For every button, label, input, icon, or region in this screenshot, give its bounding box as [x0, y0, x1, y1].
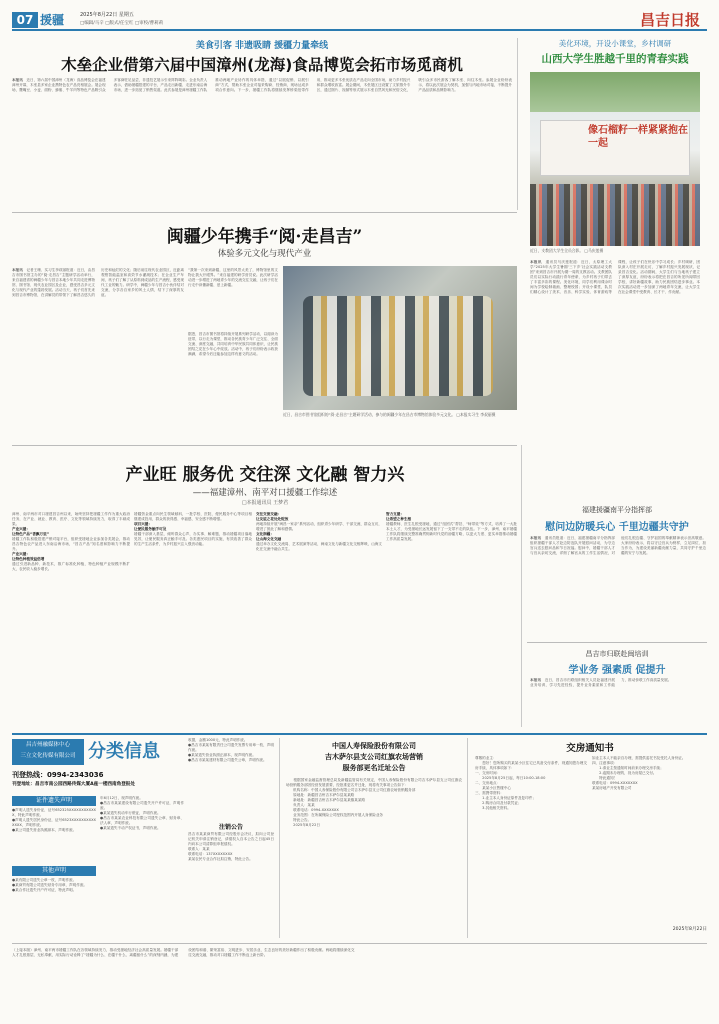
article2-body: 本报讯 通讯员马庆莲报道：近日，太原理工大学“2025年大学生暑期‘三下乡’社会实践活动支教团”来到昌吉市开展为期一周的支教活动。支教团队员们以实际行动践行青年使命，为乡村孩子们带去了丰富多彩的课程。美化环境，同学们利用课余时间为学校绘制墙画、整理校园；开设小课堂，队员们精心设计了美术、音乐、科学实验、体育游戏等课程，让孩子们在快乐中学习成长；乡村调研，团队深入村庄开展走访，了解乡村振兴发展现状，记录昌吉变化。活动期间，大学生们与当地孩子建立了深厚友谊，纷纷表示将把在昌吉的所见所闻带回学校，讲好新疆故事，助力民族团结进步事业。本次实践活动进一步加深了两地青年交流，让大学生在社会课堂中受教育、长才干、作贡献。	[530, 260, 700, 294]
handover-title: 交房通知书	[566, 743, 614, 754]
article3-subtitle: 体验多元文化与现代产业	[217, 249, 312, 259]
handover-body-left: 尊敬的业主： 您好！您所购买的某某小区住宅已具备交付条件，现通知您办理交房手续，具体事项如下： 一、交房时间： 2025年8月25日起，每日10:00-18:00 二、交房地点： 某某小区售楼中心 三、需携带资料： 1.业主本人身份证原件及复印件； 2.购房合同及付款凭证； 3.其他相关资料。	[475, 756, 587, 810]
classifieds-phone: 刊登热线：0994-2343036	[12, 771, 104, 779]
article3-body-mid2: 据悉，昌吉市图书馆将持续开展系列研学活动，以阅读为纽带，以行走为课堂，推动各民族青少年广泛交往、全面交流、深度交融，共同培育中华民族共同体意识，让民族团结之花在少年心中绽放。活动中，孩子们纷纷表示收获满满，希望今后还能参加这样有意义的活动。	[188, 332, 278, 356]
other-notice-header: 其他声明	[12, 866, 96, 876]
article5-kicker: 福建援疆南平分指挥部	[582, 506, 652, 514]
other-notice-body: ●某有限公司遗失公章一枚，声明作废。 ●某商贸有限公司遗失财务专用章，声明作废。 ●某合作社遗失开户许可证，特此声明。	[12, 878, 88, 892]
article4-col3: 交往交流交融： 让友谊之花处处绽放 两地持续开展“闽昌一家亲”系列活动，组织青少年研学、干部交流、群众互访，增进了彼此了解和感情。 文化润疆： 让山海文化交融 通过举办文化交流周、艺术展演等活动，闽南文化与新疆文化交相辉映，山海文化在交流中融合共生。	[256, 512, 382, 551]
column-divider-3	[279, 738, 280, 938]
header-rule	[12, 29, 707, 31]
column-divider	[517, 38, 518, 210]
article2-caption: 近日，支教团大学生全员合影。 □马庆莲摄	[530, 248, 604, 253]
article5-body: 本报讯 通讯员报道：近日，福建援疆南平分指挥部组织援疆干部人才赴边防连队开展慰问活动，为守边官兵送去慰问品和节日祝福。慰问中，援疆干部人才与官兵亲切交流，详细了解官兵的工作生活情况，对他们扎根边疆、守护祖国的奉献精神表示崇高敬意。大家纷纷表示，将以守边官兵为榜样，立足岗位、担当作为，为建设美丽新疆贡献力量，共同守护千里边疆的安宁与发展。	[530, 536, 706, 555]
page-number: 07	[12, 12, 38, 28]
footer-rule	[12, 943, 707, 944]
handover-date: 2025年8月22日	[672, 927, 707, 932]
article6-title: 学业务 强素质 促提升	[568, 665, 666, 676]
article3-body-left: 本报讯 记者王珊、实习生李叔丽报道：近日，由昌吉市图书馆主办的“阅·走昌吉”主题研学活动举行，来自福建省的闽疆少年与昌吉本地少年共同走进博物馆、图书馆、现代农业园区及企业，感受昌吉多元文化与现代产业的蓬勃发展。活动当天，孩子们首先来到昌吉市博物馆，在讲解员的带领下了解昌吉悠久的历史和灿烂的文化；随后前往现代农业园区，近距离观察智能温室和高效节水灌溉技术；在企业生产车间，孩子们了解了从原料到成品的生产流程，感受现代工业的魅力。研学中，闽疆少年与昌吉小伙伴结对交流，分享各自家乡的风土人情，结下了深厚的友谊。	[12, 268, 184, 297]
article3-caption: 近日，昌吉市图书馆组织的“阅·走昌吉”主题研学活动，参与的闽疆少年在昌吉市博物馆体验多元文化。 □本报实习生 李叔丽摄	[283, 412, 496, 417]
classifieds-center-box	[12, 739, 84, 765]
article4-col1: 漳州、南平两市对口援建昌吉州以来，始终坚持把援疆工作作为重大政治任务，在产业、就业、教育、医疗、文化等领域持续发力，取得了丰硕成果。 产业兴援： 让特色产品“香飘万里” 援疆工作队积极搭建产销对接平台，组织受援地企业参加各类展会，推动昌吉特色农产品进入东南沿海市场，“昌吉产品”知名度和影响力不断提升。 产业兴援： 让特色种植效益倍增 通过引进新品种、新技术，推广标准化种植，特色种植产业规模不断扩大，农民收入稳步增长。	[12, 512, 130, 571]
trees-shape	[530, 72, 700, 112]
classifieds-address: 刊登地址：昌吉市南公园西路传媒大厦A座一楼西南角登报处	[12, 782, 135, 787]
footer-continued-text: （上接本版）漳州、南平两市援疆工作队在各领域持续发力，推动受援地经济社会高质量发展。援疆干部人才扎根基层、无私奉献，用实际行动诠释了“援疆为什么、在疆干什么、离疆留什么”的深刻内涵，为建设团结和谐、繁荣富裕、文明进步、安居乐业、生态良好的美好新疆作出了积极贡献。两地将继续深化交往交流交融，推动对口援疆工作不断迈上新台阶。	[12, 948, 355, 957]
article2-title: 山西大学生胜越千里的青春实践	[541, 53, 689, 65]
article3-photo	[283, 266, 517, 410]
insurance-title-3: 服务部更名迁址公告	[342, 764, 406, 772]
center-line2: 三立文化传媒有限公司	[20, 753, 76, 759]
center-line1: 昌吉州融媒体中心	[25, 742, 70, 748]
classifieds-big-title: 分类信息	[88, 741, 160, 762]
article1-bottom-rule	[12, 212, 517, 213]
insurance-body: 根据国家金融监督管理总局及新疆监管局有关规定，中国人寿保险股份有限公司吉木萨尔县支公司红旗农场营销服务部因经营发展需要，经批准更名并迁址，现将有关事项公告如下： 机构名称：中国人寿保险股份有限公司吉木萨尔县支公司红旗农场营销服务部 原地址：新疆昌吉州吉木萨尔县某某路 新地址：新疆昌吉州吉木萨尔县某某镇某某路 负责人：某某 联系电话：0994-XXXXXXX 业务范围：在所属保险公司授权范围内开展人身保险业务 特此公告。 2025年8月22日	[286, 778, 462, 827]
column-divider-4	[467, 738, 468, 938]
article5-title: 慰问边防暖兵心 千里边疆共守护	[545, 522, 689, 533]
handover-body-right: 如业主本人不能亲自办理，需提供委托书及受托人身份证。 四、注意事项： 1.请业主按通知时间前来办理交房手续； 2.逾期未办理的，视为房屋已交付。 特此通知！ 联系电话：0994-XXXXXXX 某某房地产开发有限公司	[592, 756, 686, 790]
students-with-staff	[303, 296, 493, 396]
article5-bottom-rule	[527, 642, 707, 643]
column-divider-2	[521, 445, 522, 727]
article4-subtitle: ——福建漳州、南平对口援疆工作综述	[192, 488, 338, 498]
cancel-notice-body: 昌吉市某某商贸有限公司经股东会决议，拟向公司登记机关申请注销登记，请债权人自本公告之日起45日内向本公司清算组申报债权。 联系人：某某 联系电话：137XXXXXXXX 某某农民专业合作社拟注销，特此公告。	[188, 832, 274, 861]
article2-kicker: 美化环境，开设小课堂，乡村调研	[558, 39, 672, 48]
insurance-title-1: 中国人寿保险股份有限公司	[332, 742, 416, 750]
editors-line: □编辑/马辛 □版式/任宝红 □审校/曹莉莉	[80, 21, 164, 26]
article3-title: 闽疆少年携手“阅·走昌吉”	[166, 227, 363, 247]
article4-col4: 智力支援： 让希望之种生根 援疆教师、医生扎根受援地，通过“组团式”帮扶、“师带徒”等方式，培养了一大批本土人才，为受援地长远发展留下了一支带不走的队伍。下一步，漳州、南平援疆工作队将继续完整准确贯彻新时代党的治疆方略，以更大力度、更实举措推动援疆工作高质量发展。	[386, 512, 517, 541]
lost-id-header: 证件遗失声明	[12, 796, 96, 806]
section-title: 援疆	[40, 13, 65, 27]
article4-title: 产业旺 服务优 交往深 文化融 智力兴	[125, 465, 405, 485]
article1-body: 本报讯 近日，第六届中国漳州（龙海）食品博览会在福建漳州开幕，木垒县多家企业携特色农产品亮相展会。展会现场，鹰嘴豆、小麦、面粉、蜂蜜、牛羊肉等特色产品吸引众多客商驻足品尝，非遗技艺展示引来阵阵喝彩。企业负责人表示，借助援疆搭建的平台，产品走出新疆、走进东南沿海市场，进一步拓宽了销售渠道。此次参展是漳州援疆工作队推动两地产业协作的具体举措，通过“以展促销、以展引商”方式，帮助木垒企业对接采购商、经销商，现场达成多项合作意向。下一步，援疆工作队将继续发挥桥梁纽带作用，推动更多木垒优质农产品走向全国市场，助力乡村振兴和群众增收致富。展会期间，木垒展区还设置了文旅推介专区，通过图片、视频等形式展示木垒自然风光和民俗文化，吸引众多市民游客了解木垒、向往木垒。参展企业纷纷表示，将以此次展会为契机，加强与内地市场对接，不断提升产品品质和品牌影响力。	[12, 78, 512, 92]
cancel-notice-header: 注销公告	[218, 824, 243, 831]
insurance-title-2: 吉木萨尔县支公司红旗农场营销	[325, 753, 423, 761]
lost-id-body: ●声明人遗失身份证，证号652325XXXXXXXXXXXX，特此声明作废。 ●声明人遗失居民身份证，证号6523XXXXXXXXXXXXXX，声明作废。 ●某公司遗失营业执照副本，声明作废。	[12, 808, 96, 832]
newspaper-logo: 昌吉日报	[640, 11, 701, 29]
article3-body-mid: “我第一次来到新疆，这里的风景太美了，博物馆里的文物让我大开眼界。”来自福建的研学营员说。此次研学活动进一步增进了两地青少年的交流交往交融，让孩子们在行走中读懂新疆、爱上新疆。	[188, 268, 278, 287]
article4-byline: □本报通讯员 王梦君	[241, 500, 289, 506]
article4-col2: 援疆资金重点向民生领域倾斜，一批学校、医院、便民服务中心等项目相继建成投用，群众的获得感、幸福感、安全感不断增强。 项目兴援： 让便民服务触手可及 援疆干部深入基层，倾听群众心声，办实事、解难题，推动援疆项目落地见效，让便民服务真正触手可及。各类惠民项目的实施，有效改善了群众的生产生活条件，为乡村振兴注入强劲动能。	[134, 512, 252, 546]
article1-kicker: 美食引客 非遗吸睛 援疆力量牵线	[195, 41, 329, 51]
classifieds-col3-top: 收据，金额1000元，特此声明作废。 ●昌吉市某某有限责任公司遗失发票专用章一枚，声明作废。 ●某某遗失营业执照正副本，现声明作废。 ●昌吉市某某建材有限公司遗失公章，声明作废。	[188, 738, 274, 762]
bottom-section-rule	[12, 733, 707, 735]
article2-photo	[530, 72, 700, 246]
wall-slogan: 像石榴籽一样紧紧抱在一起	[588, 125, 688, 149]
classifieds-col2: 年6月12日，现声明作废。 ●昌吉市某某建设有限公司遗失开户许可证，声明作废。 ●某某遗失机动车行驶证，声明作废。 ●昌吉市某某农业科技有限公司遗失公章、财务章、法人章，声明作废。 ●某某遗失不动产权证书，声明作废。	[100, 796, 184, 830]
article6-body: 本报讯 近日，昌吉市归联组织相关人员赴福建开展业务培训，学习先进经验，提升业务素质和工作能力，推动侨联工作高质量发展。	[530, 678, 672, 687]
article1-title: 木垒企业借第六届中国漳州(龙海)食品博览会拓市场觅商机	[61, 56, 463, 74]
date-line: 2025年8月22日 星期五	[80, 12, 134, 18]
group-of-students	[530, 184, 700, 246]
article6-kicker: 昌吉市归联赴闽培训	[585, 650, 649, 658]
article3-bottom-rule	[12, 445, 517, 446]
